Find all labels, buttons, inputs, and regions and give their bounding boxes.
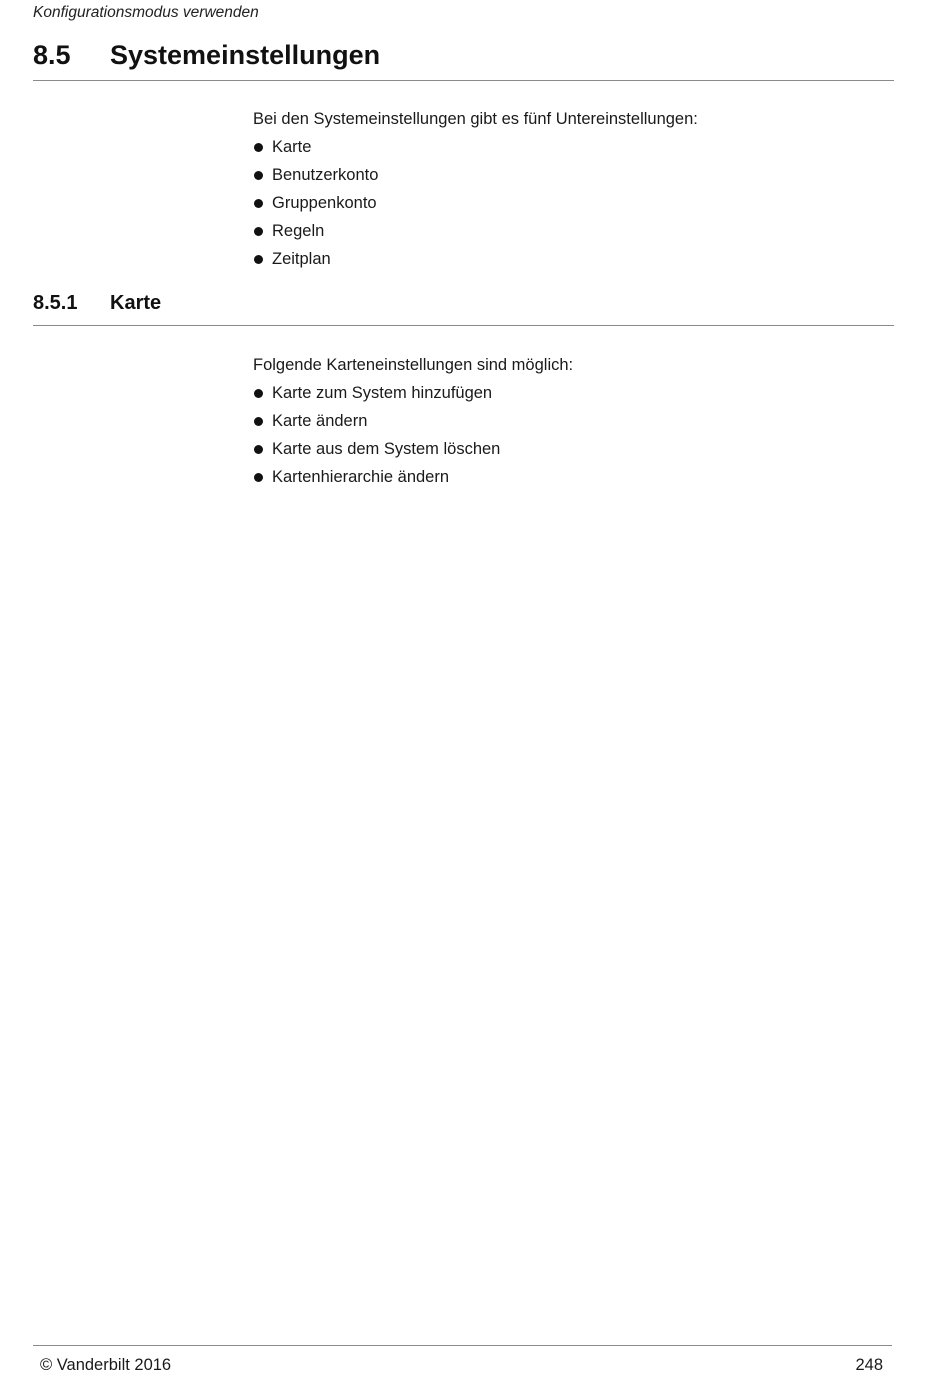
list-item-text: Karte ändern	[272, 412, 368, 430]
list-item	[253, 379, 894, 407]
subsection-heading	[33, 289, 894, 326]
bullet-icon	[254, 227, 263, 236]
list-item	[253, 161, 894, 189]
bullet-icon	[254, 389, 263, 398]
list-item-text: Gruppenkonto	[272, 194, 377, 212]
bullet-icon	[254, 199, 263, 208]
section-karte	[33, 289, 894, 491]
section-number: 8.5	[33, 40, 71, 70]
bullet-list	[253, 133, 894, 273]
list-item-text: Benutzerkonto	[272, 166, 379, 184]
list-item-text: Regeln	[272, 222, 325, 240]
list-item-text: Karte zum System hinzufügen	[272, 384, 493, 402]
list-item	[253, 133, 894, 161]
bullet-icon	[254, 143, 263, 152]
list-item-text: Karte	[272, 138, 312, 156]
page-number: 248	[855, 1356, 883, 1374]
list-item	[253, 463, 894, 491]
bullet-icon	[254, 171, 263, 180]
list-item-text: Karte aus dem System löschen	[272, 440, 501, 458]
copyright-text: © Vanderbilt 2016	[40, 1356, 172, 1374]
intro-paragraph: Folgende Karteneinstellungen sind möglich:	[253, 356, 574, 374]
bullet-icon	[254, 473, 263, 482]
subsection-title: Karte	[110, 292, 162, 314]
subsection-number: 8.5.1	[33, 292, 78, 314]
section-title: Systemeinstellungen	[110, 40, 381, 70]
bullet-icon	[254, 417, 263, 426]
section-heading	[33, 38, 894, 81]
page-footer	[33, 1345, 892, 1378]
section-body	[253, 351, 894, 491]
bullet-icon	[254, 445, 263, 454]
running-header: Konfigurationsmodus verwenden	[33, 4, 259, 21]
bullet-icon	[254, 255, 263, 264]
list-item	[253, 189, 894, 217]
list-item	[253, 435, 894, 463]
list-item	[253, 407, 894, 435]
section-systemeinstellungen	[33, 38, 894, 273]
list-item	[253, 245, 894, 273]
intro-paragraph: Bei den Systemeinstellungen gibt es fünf Untereinstellungen:	[253, 110, 698, 128]
list-item-text: Zeitplan	[272, 250, 331, 268]
section-body	[253, 105, 894, 273]
list-item-text: Kartenhierarchie ändern	[272, 468, 450, 486]
list-item	[253, 217, 894, 245]
bullet-list	[253, 379, 894, 491]
